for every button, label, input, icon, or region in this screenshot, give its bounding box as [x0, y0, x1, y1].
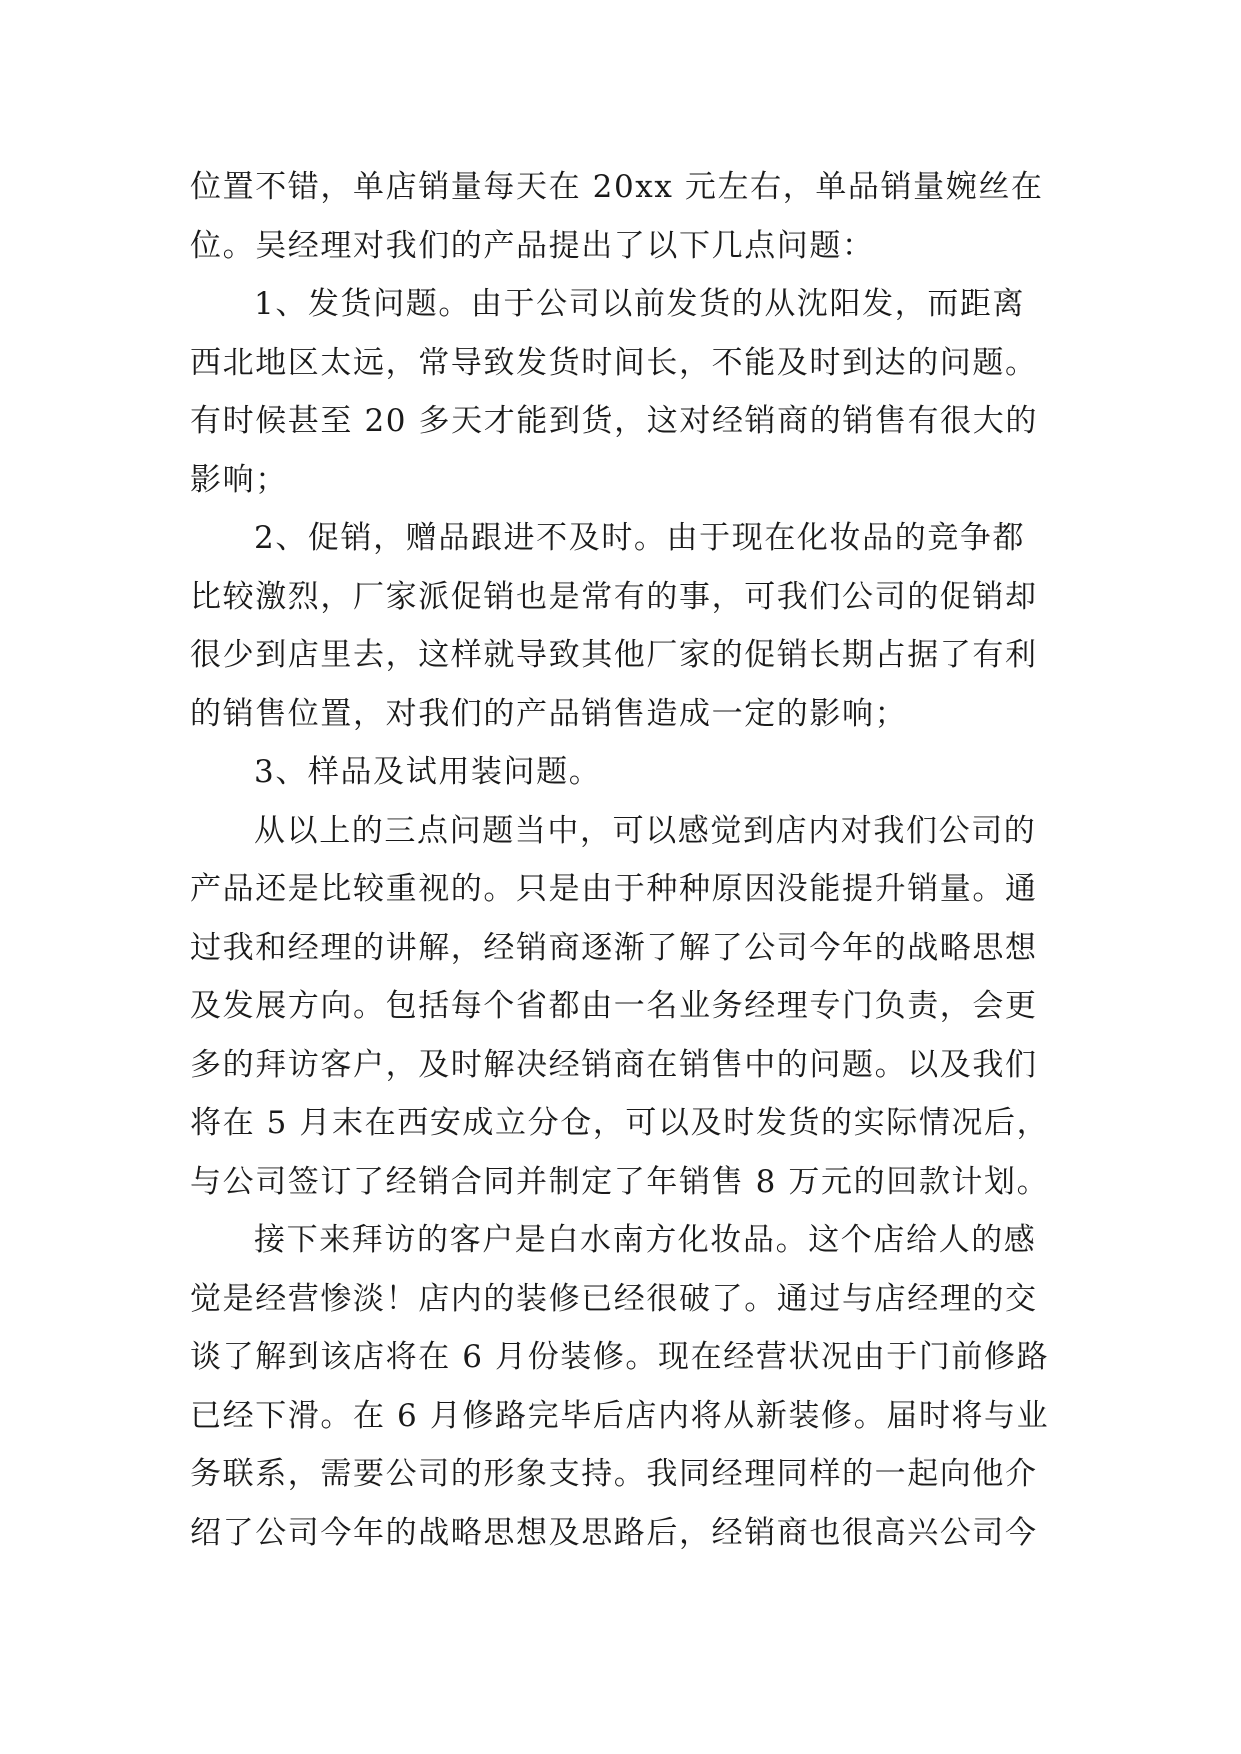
text-line: 将在 5 月末在西安成立分仓，可以及时发货的实际情况后， — [190, 1105, 1050, 1141]
text-line: 位置不错，单店销量每天在 20xx 元左右，单品销量婉丝在 — [190, 169, 1044, 205]
text-line: 多的拜访客户，及时解决经销商在销售中的问题。以及我们 — [190, 1046, 1038, 1083]
text-line: 及发展方向。包括每个省都由一名业务经理专门负责，会更 — [190, 988, 1038, 1024]
text-line: 位。吴经理对我们的产品提出了以下几点问题： — [190, 227, 875, 264]
text-line: 很少到店里去，这样就导致其他厂家的促销长期占据了有利 — [190, 637, 1038, 673]
text-line: 已经下滑。在 6 月修路完毕后店内将从新装修。届时将与业 — [190, 1397, 1050, 1434]
text-line: 的销售位置，对我们的产品销售造成一定的影响； — [190, 695, 908, 732]
text-line: 西北地区太远，常导致发货时间长，不能及时到达的问题。 — [190, 344, 1038, 381]
text-line: 2、促销，赠品跟进不及时。由于现在化妆品的竞争都 — [254, 520, 1026, 556]
text-line: 接下来拜访的客户是白水南方化妆品。这个店给人的感 — [254, 1222, 1037, 1258]
text-line: 3、样品及试用装问题。 — [254, 754, 602, 790]
text-line: 与公司签订了经销合同并制定了年销售 8 万元的回款计划。 — [190, 1163, 1050, 1200]
text-line: 过我和经理的讲解，经销商逐渐了解了公司今年的战略思想 — [190, 929, 1038, 966]
text-line: 产品还是比较重视的。只是由于种种原因没能提升销量。通 — [190, 871, 1038, 907]
text-line: 比较激烈，厂家派促销也是常有的事，可我们公司的促销却 — [190, 578, 1038, 615]
text-line: 务联系，需要公司的形象支持。我同经理同样的一起向他介 — [190, 1456, 1038, 1492]
text-line: 觉是经营惨淡！店内的装修已经很破了。通过与店经理的交 — [190, 1280, 1038, 1317]
text-line: 谈了解到该店将在 6 月份装修。现在经营状况由于门前修路 — [190, 1339, 1050, 1375]
body-text — [190, 158, 1060, 1562]
text-line: 有时候甚至 20 多天才能到货，这对经销商的销售有很大的 — [190, 403, 1038, 439]
text-line: 绍了公司今年的战略思想及思路后，经销商也很高兴公司今 — [190, 1514, 1038, 1551]
text-line: 影响； — [190, 461, 288, 498]
text-line: 1、发货问题。由于公司以前发货的从沈阳发，而距离 — [254, 286, 1026, 322]
text-line: 从以上的三点问题当中，可以感觉到店内对我们公司的 — [254, 812, 1037, 849]
